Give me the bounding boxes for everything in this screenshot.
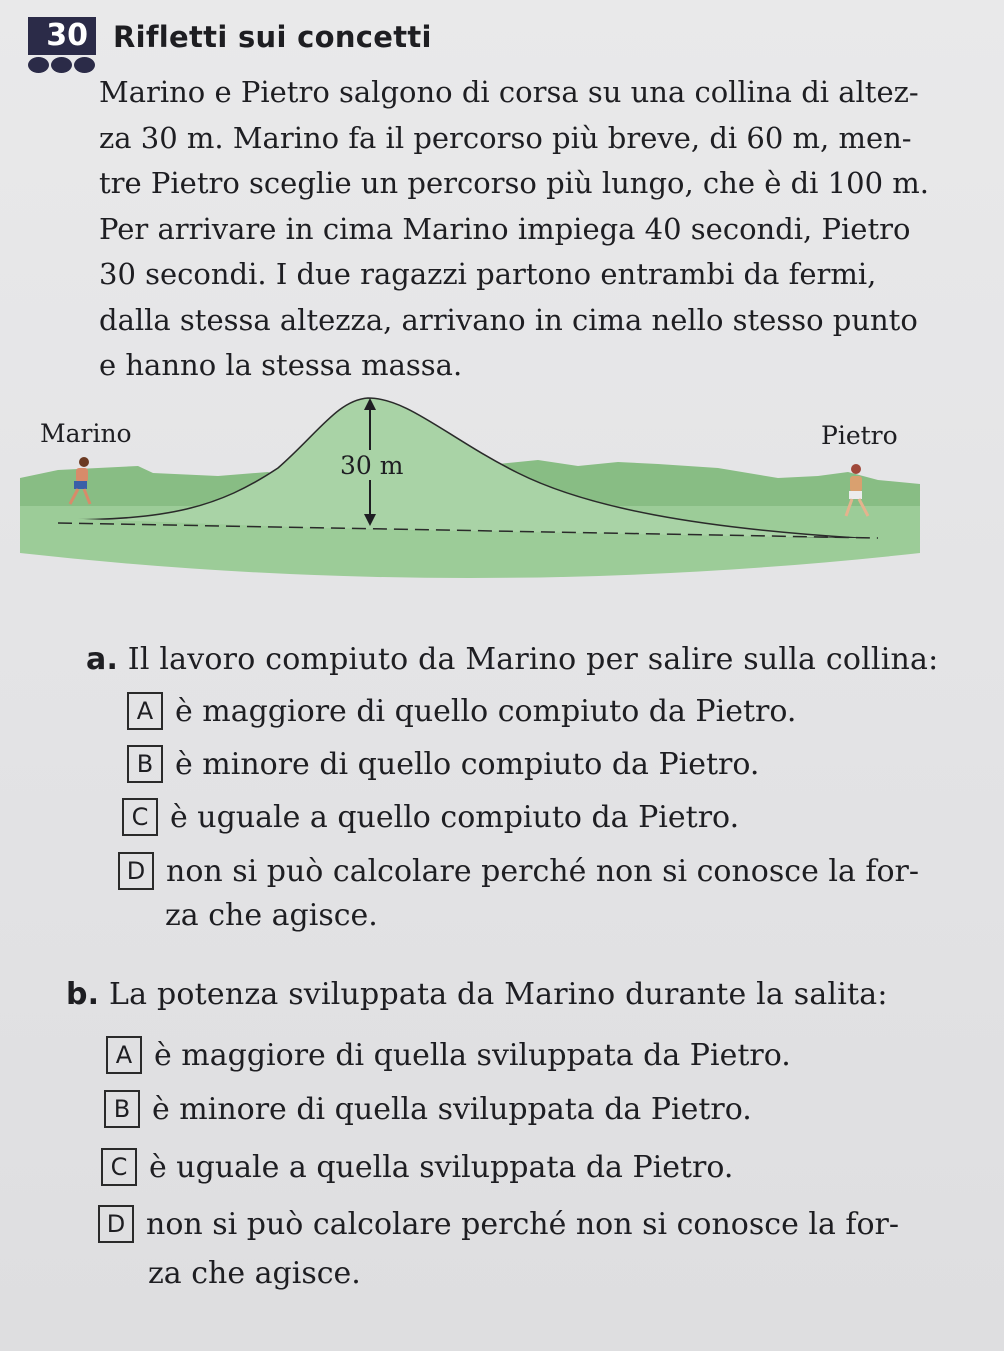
difficulty-indicator	[28, 57, 95, 73]
option-b-D-continuation: za che agisce.	[148, 1256, 361, 1291]
option-b-D[interactable]	[98, 1205, 899, 1243]
option-a-C[interactable]	[122, 798, 739, 836]
option-text: non si può calcolare perché non si conosce la for-	[146, 1206, 900, 1242]
question-a-heading	[86, 642, 938, 677]
option-a-B[interactable]	[127, 745, 759, 783]
option-key-box[interactable]: B	[104, 1090, 140, 1128]
option-b-B[interactable]	[104, 1090, 752, 1128]
text-line: Per arrivare in cima Marino impiega 40 secondi, Pietro	[99, 211, 911, 246]
exercise-title: Rifletti sui concetti	[113, 20, 432, 54]
text-line: 30 secondi. I due ragazzi partono entrambi da fermi,	[99, 257, 877, 291]
option-text: è maggiore di quella sviluppata da Pietro.	[154, 1037, 791, 1073]
option-a-D-continuation: za che agisce.	[165, 898, 378, 933]
option-a-A[interactable]	[127, 692, 796, 730]
option-key-box[interactable]: C	[101, 1148, 137, 1186]
question-a-text: Il lavoro compiuto da Marino per salire sulla collina:	[127, 642, 939, 677]
option-text: è minore di quello compiuto da Pietro.	[175, 746, 760, 782]
option-b-C[interactable]	[101, 1148, 733, 1186]
question-b-text: La potenza sviluppata da Marino durante la salita:	[109, 977, 888, 1012]
option-key-box[interactable]: D	[118, 852, 154, 890]
text-line: tre Pietro sceglie un percorso più lungo, che è di 100 m.	[99, 166, 929, 200]
option-text: non si può calcolare perché non si conosce la for-	[166, 853, 920, 889]
option-text: è maggiore di quello compiuto da Pietro.	[175, 693, 797, 729]
option-key-box[interactable]: C	[122, 798, 158, 836]
option-text: è minore di quella sviluppata da Pietro.	[152, 1091, 752, 1127]
question-b-letter: b.	[66, 977, 100, 1012]
height-label: 30 m	[340, 451, 404, 480]
text-line: Marino e Pietro salgono di corsa su una collina di altez-	[99, 75, 919, 109]
difficulty-dot	[28, 57, 49, 73]
exercise-text	[99, 70, 944, 389]
text-line: dalla stessa altezza, arrivano in cima nello stesso punto	[99, 302, 918, 337]
question-a-letter: a.	[86, 642, 119, 677]
option-key-box[interactable]: A	[106, 1036, 142, 1074]
option-text: è uguale a quella sviluppata da Pietro.	[149, 1149, 734, 1185]
text-line: za 30 m. Marino fa il percorso più breve, di 60 m, men-	[99, 120, 912, 155]
option-text: è uguale a quello compiuto da Pietro.	[170, 799, 740, 835]
difficulty-dot	[51, 57, 72, 73]
option-key-box[interactable]: D	[98, 1205, 134, 1243]
hill-figure	[18, 388, 938, 598]
option-a-D[interactable]	[118, 852, 919, 890]
marino-label: Marino	[40, 419, 132, 448]
text-line: e hanno la stessa massa.	[99, 348, 463, 382]
exercise-number-badge: 30	[28, 17, 96, 55]
option-key-box[interactable]: A	[127, 692, 163, 730]
option-key-box[interactable]: B	[127, 745, 163, 783]
option-b-A[interactable]	[106, 1036, 791, 1074]
difficulty-dot	[74, 57, 95, 73]
question-b-heading	[66, 977, 888, 1012]
pietro-label: Pietro	[821, 421, 898, 450]
